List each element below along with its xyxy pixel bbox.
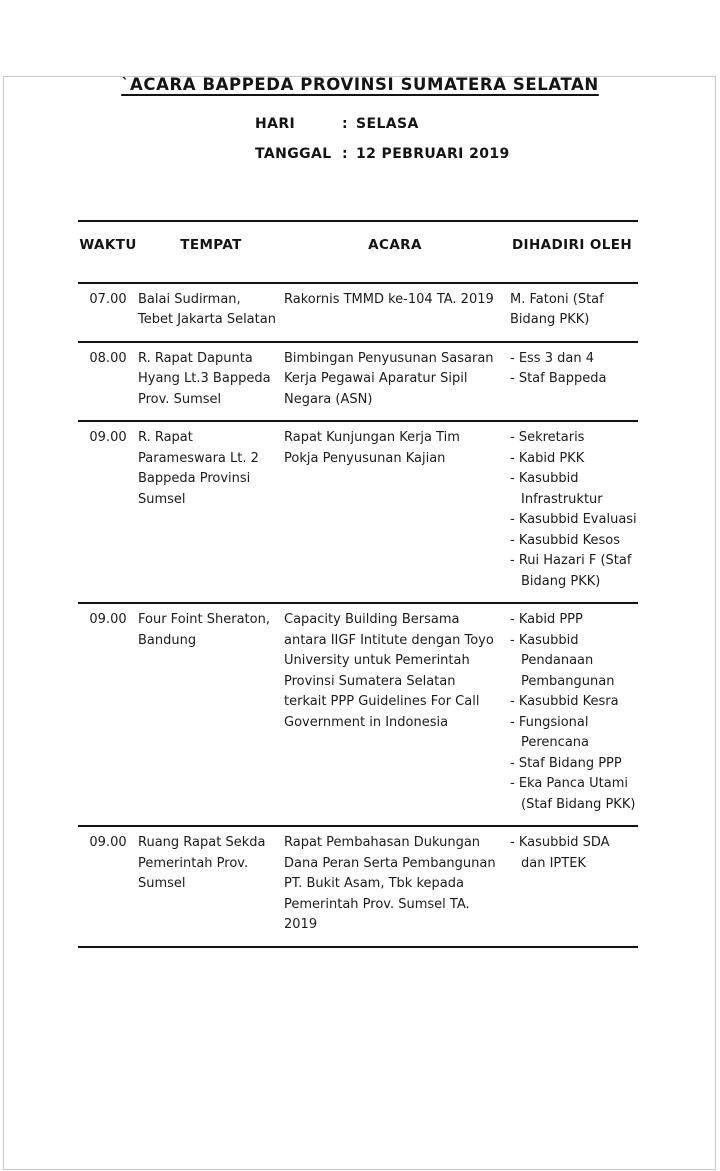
meta-label: HARI [255, 116, 296, 132]
meta-label: TANGGAL [255, 146, 332, 162]
cell-tempat: R. Rapat Dapunta Hyang Lt.3 Bappeda Prov. Sumsel [138, 350, 271, 407]
cell-tempat: Ruang Rapat Sekda Pemerintah Prov. Sumsel [138, 835, 266, 891]
schedule-table [78, 220, 638, 948]
cell-acara: Capacity Building Bersama antara IIGF Intitute dengan Toyo University untuk Pemerintah Provinsi Sumatera Selatan terkait PPP Guidelines For Call Government in Indonesia [284, 612, 494, 730]
cell-dihadiri [506, 610, 638, 815]
attendee-item: - Kasubbid Infrastruktur [510, 471, 603, 507]
attendee-item: - Kasubbid Evaluasi [510, 512, 637, 527]
meta-block [255, 116, 720, 176]
document-page [0, 74, 720, 948]
attendee-item: - Sekretaris [510, 430, 585, 445]
cell-tempat: Balai Sudirman, Tebet Jakarta Selatan [138, 291, 276, 327]
header-cell-tempat: TEMPAT [180, 237, 242, 253]
meta-row-hari [255, 116, 720, 146]
meta-separator: : [342, 146, 348, 162]
attendee-item: - Rui Hazari F (Staf Bidang PKK) [510, 553, 632, 589]
page-title: `ACARA BAPPEDA PROVINSI SUMATERA SELATAN [121, 75, 599, 94]
cell-waktu: 09.00 [89, 612, 127, 627]
cell-tempat: R. Rapat Parameswara Lt. 2 Bappeda Provinsi Sumsel [138, 430, 259, 507]
table-row [78, 422, 638, 604]
attendee-item: - Kabid PKK [510, 450, 585, 466]
attendee-item: M. Fatoni (Staf Bidang PKK) [510, 291, 604, 327]
meta-value: SELASA [356, 116, 419, 132]
attendee-item: - Kasubbid SDA dan IPTEK [510, 835, 610, 871]
cell-acara: Bimbingan Penyusunan Sasaran Kerja Pegawai Aparatur Sipil Negara (ASN) [284, 350, 494, 407]
table-header-row [78, 220, 638, 284]
table-row [78, 284, 638, 343]
cell-waktu: 09.00 [89, 835, 127, 850]
table-row [78, 827, 638, 948]
cell-waktu: 08.00 [89, 350, 127, 366]
attendee-item: - Kasubbid Kesra [510, 694, 619, 709]
cell-acara: Rapat Pembahasan Dukungan Dana Peran Serta Pembangunan PT. Bukit Asam, Tbk kepada Pemerintah Prov. Sumsel TA. 2019 [284, 835, 496, 932]
attendee-item: - Eka Panca Utami (Staf Bidang PKK) [510, 776, 636, 812]
attendee-item: - Ess 3 dan 4 [510, 350, 594, 366]
cell-acara: Rakornis TMMD ke-104 TA. 2019 [284, 291, 494, 307]
cell-waktu: 07.00 [89, 291, 127, 307]
attendee-item: - Kasubbid Kesos [510, 532, 620, 548]
cell-dihadiri [506, 833, 638, 936]
header-cell-waktu: WAKTU [79, 237, 137, 253]
cell-dihadiri [506, 428, 638, 592]
meta-separator: : [342, 116, 348, 132]
attendee-item: - Kabid PPP [510, 612, 583, 627]
attendee-item: - Fungsional Perencana [510, 714, 589, 750]
cell-waktu: 09.00 [89, 430, 127, 445]
table-row [78, 604, 638, 827]
meta-value: 12 PEBRUARI 2019 [356, 146, 510, 162]
cell-tempat: Four Foint Sheraton, Bandung [138, 612, 270, 648]
attendee-item: - Staf Bappeda [510, 371, 607, 386]
cell-dihadiri [506, 349, 638, 411]
cell-dihadiri [506, 290, 638, 331]
table-body [78, 284, 638, 948]
header-cell-acara: ACARA [368, 237, 422, 253]
cell-acara: Rapat Kunjungan Kerja Tim Pokja Penyusunan Kajian [284, 430, 460, 466]
header-cell-dihadiri: DIHADIRI OLEH [511, 237, 633, 253]
meta-row-tanggal [255, 146, 720, 176]
attendee-item: - Staf Bidang PPP [510, 755, 622, 771]
attendee-item: - Kasubbid Pendanaan Pembangunan [510, 632, 615, 689]
table-row [78, 343, 638, 423]
